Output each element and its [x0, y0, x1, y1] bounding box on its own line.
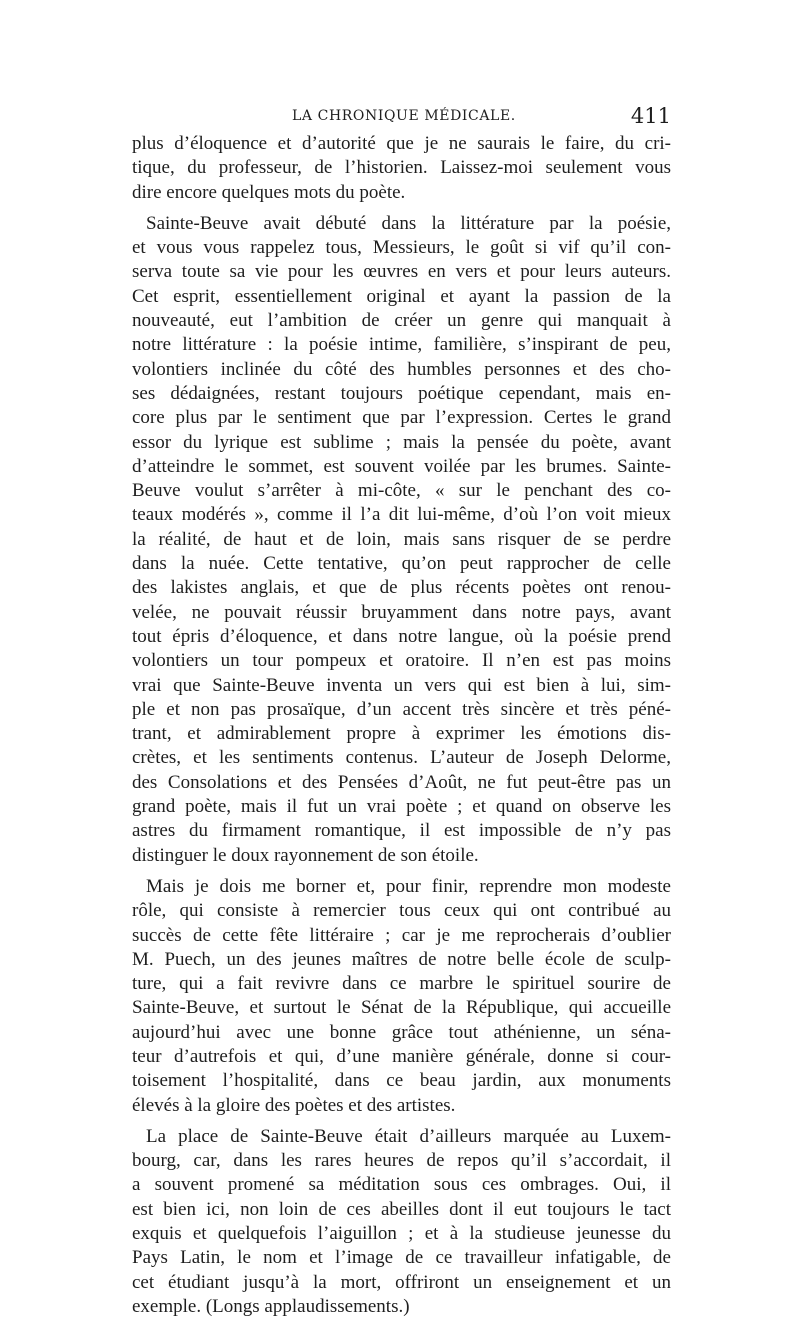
- text-line: toisement l’hospitalité, dans ce beau jardin, aux monuments: [132, 1070, 671, 1092]
- text-line: M. Puech, un des jeunes maîtres de notre belle école de sculp-: [132, 948, 671, 970]
- text-line: volontiers inclinée du côté des humbles personnes et des cho-: [132, 358, 671, 380]
- text-line: Mais je dois me borner et, pour finir, reprendre mon modeste: [146, 875, 671, 897]
- text-line: tout épris d’éloquence, et dans notre langue, où la poésie prend: [132, 625, 671, 647]
- text-line: Sainte-Beuve avait débuté dans la littérature par la poésie,: [146, 212, 671, 234]
- text-line: ple et non pas prosaïque, d’un accent très sincère et très péné-: [132, 698, 671, 720]
- text-line: exemple. (Longs applaudissements.): [132, 1295, 410, 1317]
- text-line: succès de cette fête littéraire ; car je me reprocherais d’oublier: [132, 924, 671, 946]
- text-line: grand poète, mais il fut un vrai poète ; et quand on observe les: [132, 796, 671, 818]
- text-line: astres du firmament romantique, il est impossible de n’y pas: [132, 820, 671, 842]
- paragraph: [132, 1125, 671, 1319]
- text-line: nouveauté, eut l’ambition de créer un genre qui manquait à: [132, 310, 671, 332]
- text-line: essor du lyrique est sublime ; mais la pensée du poète, avant: [132, 431, 671, 453]
- text-line: bourg, car, dans les rares heures de repos qu’il s’accordait, il: [132, 1150, 671, 1172]
- body-text: [132, 132, 671, 1319]
- text-line: teur d’autrefois et qui, d’une manière générale, donne si cour-: [132, 1045, 671, 1067]
- text-line: trant, et admirablement propre à exprimer les émotions dis-: [132, 723, 671, 745]
- text-line: des Consolations et des Pensées d’Août, ne fut peut-être pas un: [132, 771, 671, 793]
- text-line: et vous vous rappelez tous, Messieurs, le goût si vif qu’il con-: [132, 237, 671, 259]
- text-line: est bien ici, non loin de ces abeilles dont il eut toujours le tact: [132, 1198, 671, 1220]
- text-line: ture, qui a fait revivre dans ce marbre le spirituel sourire de: [132, 973, 671, 995]
- text-line: cet étudiant jusqu’à la mort, offriront un enseignement et un: [132, 1271, 671, 1293]
- text-line: plus d’éloquence et d’autorité que je ne saurais le faire, du cri-: [132, 133, 671, 154]
- text-line: La place de Sainte-Beuve était d’ailleurs marquée au Luxem-: [146, 1125, 671, 1147]
- page-number: 411: [630, 104, 671, 128]
- text-line: a souvent promené sa méditation sous ces ombrages. Oui, il: [132, 1174, 671, 1196]
- text-line: velée, ne pouvait réussir bruyamment dans notre pays, avant: [132, 601, 671, 623]
- text-line: aujourd’hui avec une bonne grâce tout athénienne, un séna-: [132, 1021, 671, 1043]
- text-line: des lakistes anglais, et que de plus récents poètes ont renou-: [132, 577, 671, 599]
- text-line: Beuve voulut s’arrêter à mi-côte, « sur le penchant des co-: [132, 480, 671, 502]
- text-line: ses dédaignées, restant toujours poétique cependant, mais en-: [132, 382, 671, 404]
- text-line: tique, du professeur, de l’historien. Laissez-moi seulement vous: [132, 157, 671, 179]
- text-line: serva toute sa vie pour les œuvres en vers et pour leurs auteurs.: [132, 261, 671, 283]
- paragraph: [132, 132, 671, 205]
- text-line: core plus par le sentiment que par l’expression. Certes le grand: [132, 407, 671, 429]
- text-line: rôle, qui consiste à remercier tous ceux qui ont contribué au: [132, 900, 671, 922]
- text-line: crètes, et les sentiments contenus. L’auteur de Joseph Delorme,: [132, 747, 671, 769]
- text-line: Cet esprit, essentiellement original et ayant la passion de la: [132, 285, 671, 307]
- text-line: la réalité, de haut et de loin, mais sans risquer de se perdre: [132, 528, 671, 550]
- text-line: distinguer le doux rayonnement de son étoile.: [132, 844, 479, 866]
- text-line: volontiers un tour pompeux et oratoire. Il n’en est pas moins: [132, 650, 671, 672]
- running-header: [132, 102, 671, 132]
- text-line: dans la nuée. Cette tentative, qu’on peut rapprocher de celle: [132, 553, 671, 575]
- text-line: dire encore quelques mots du poète.: [132, 181, 406, 203]
- text-line: vrai que Sainte-Beuve inventa un vers qui est bien à lui, sim-: [132, 674, 671, 696]
- paragraph: [132, 212, 671, 868]
- text-line: teaux modérés », comme il l’a dit lui-même, d’où l’on voit mieux: [132, 504, 671, 526]
- text-line: Sainte-Beuve, et surtout le Sénat de la République, qui accueille: [132, 997, 671, 1019]
- text-line: exquis et quelquefois l’aiguillon ; et à la studieuse jeunesse du: [132, 1223, 671, 1245]
- running-title: LA CHRONIQUE MÉDICALE.: [292, 108, 516, 124]
- text-line: d’atteindre le sommet, est souvent voilée par les brumes. Sainte-: [132, 455, 671, 477]
- paragraph: [132, 875, 671, 1118]
- text-line: Pays Latin, le nom et l’image de ce travailleur infatigable, de: [132, 1247, 671, 1269]
- text-line: notre littérature : la poésie intime, familière, s’inspirant de peu,: [132, 334, 671, 356]
- text-line: élevés à la gloire des poètes et des artistes.: [132, 1094, 456, 1116]
- book-page: [132, 102, 671, 1326]
